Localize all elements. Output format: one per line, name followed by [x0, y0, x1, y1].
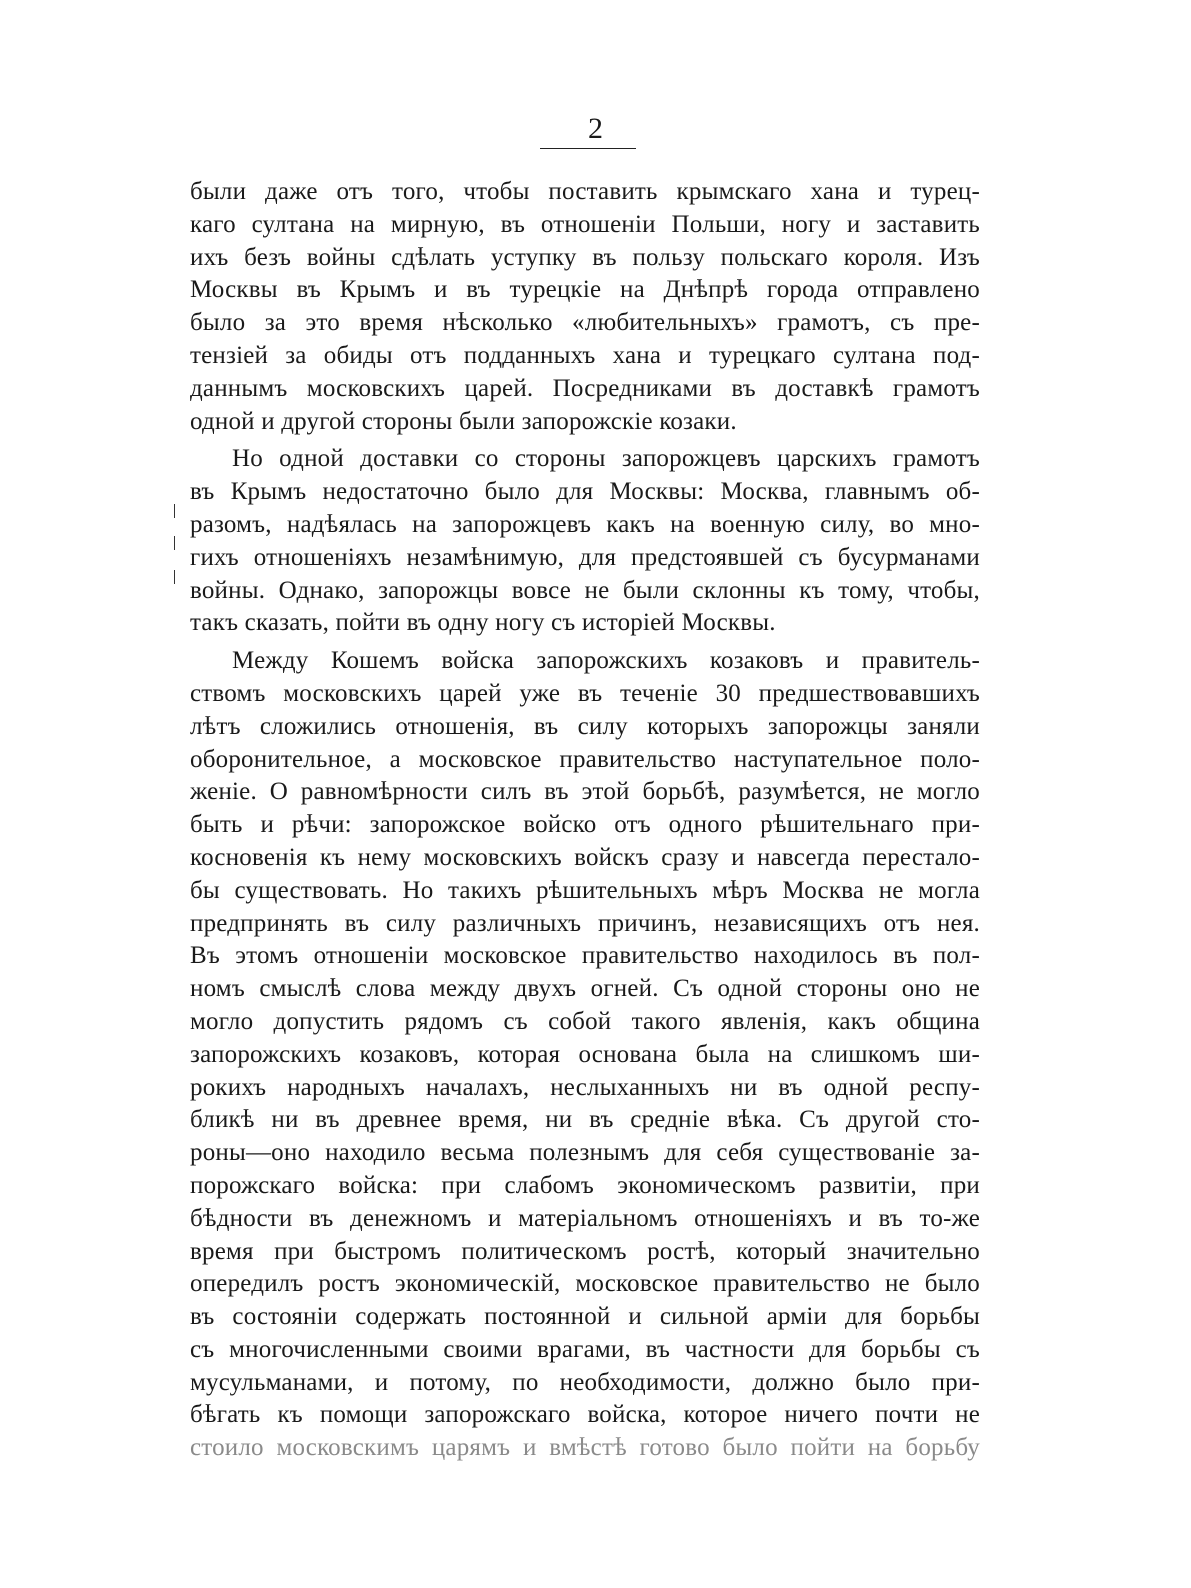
text-line: быть и рѣчи: запорожское войско отъ одного рѣшительнаго при- — [190, 811, 980, 839]
text-line: бы существовать. Но такихъ рѣшительныхъ мѣръ Москва не могла — [190, 876, 980, 904]
text-line: было за это время нѣсколько «любительныхъ» грамотъ, съ пре- — [190, 309, 980, 337]
margin-mark — [174, 570, 179, 584]
text-line: стоило московскимъ царямъ и вмѣстѣ готово было пойти на борьбу — [190, 1434, 980, 1462]
text-line: войны. Однако, запорожцы вовсе не были склонны къ тому, чтобы, — [190, 576, 980, 604]
text-line: женіе. О равномѣрности силъ въ этой борьбѣ, разумѣется, не могло — [190, 778, 980, 806]
text-line: Между Кошемъ войска запорожскихъ козаковъ и правитель- — [232, 647, 980, 675]
text-line: Но одной доставки со стороны запорожцевъ царскихъ грамотъ — [232, 445, 980, 473]
text-line: Въ этомъ отношеніи московское правительство находилось въ пол- — [190, 942, 980, 970]
text-line: запорожскихъ козаковъ, которая основана была на слишкомъ ши- — [190, 1040, 980, 1068]
page-number: 2 — [588, 112, 603, 145]
text-line: были даже отъ того, чтобы поставить крымскаго хана и турец- — [190, 178, 980, 205]
body-text — [190, 176, 980, 1465]
text-line: даннымъ московскихъ царей. Посредниками въ доставкѣ грамотъ — [190, 374, 980, 402]
text-line: разомъ, надѣялась на запорожцевъ какъ на военную силу, во мно- — [190, 510, 980, 538]
margin-mark — [174, 536, 179, 550]
text-line: въ состояніи содержать постоянной и сильной арміи для борьбы — [190, 1303, 980, 1331]
text-line: предпринять въ силу различныхъ причинъ, независящихъ отъ нея. — [190, 909, 980, 937]
text-line: ствомъ московскихъ царей уже въ теченіе 30 предшествовавшихъ — [190, 679, 980, 707]
text-line: такъ сказать, пойти въ одну ногу съ исторіей Москвы. — [190, 609, 776, 637]
text-line: съ многочисленными своими врагами, въ частности для борьбы съ — [190, 1335, 980, 1363]
text-line: рокихъ народныхъ началахъ, неслыханныхъ ни въ одной респу- — [190, 1073, 980, 1101]
text-line: бѣдности въ денежномъ и матеріальномъ отношеніяхъ и въ то-же — [190, 1204, 980, 1232]
text-line: оборонительное, а московское правительство наступательное поло- — [190, 745, 980, 773]
text-line: время при быстромъ политическомъ ростѣ, который значительно — [190, 1237, 980, 1265]
margin-mark — [174, 504, 179, 518]
text-line: косновенія къ нему московскихъ войскъ сразу и навсегда перестало- — [190, 843, 980, 871]
text-line: тензіей за обиды отъ подданныхъ хана и турецкаго султана под- — [190, 341, 980, 369]
text-line: роны—оно находило весьма полезнымъ для себя существованіе за- — [190, 1139, 980, 1167]
text-line: мусульманами, и потому, по необходимости, должно было при- — [190, 1368, 980, 1396]
text-line: ихъ безъ войны сдѣлать уступку въ пользу польскаго короля. Изъ — [190, 243, 980, 271]
text-line: опередилъ ростъ экономическій, московское правительство не было — [190, 1270, 980, 1298]
text-line: бликѣ ни въ древнее время, ни въ средніе вѣка. Съ другой сто- — [190, 1106, 980, 1134]
text-line: лѣтъ сложились отношенія, въ силу которыхъ запорожцы заняли — [190, 712, 980, 740]
text-line: въ Крымъ недостаточно было для Москвы: Москва, главнымъ об- — [190, 478, 980, 506]
header-rule — [540, 148, 636, 149]
text-line: Москвы въ Крымъ и въ турецкіе на Днѣпрѣ города отправлено — [190, 276, 980, 304]
text-line: бѣгать къ помощи запорожскаго войска, которое ничего почти не — [190, 1401, 980, 1429]
page-header — [0, 112, 1191, 146]
text-line: порожскаго войска: при слабомъ экономическомъ развитіи, при — [190, 1171, 980, 1199]
text-line: гихъ отношеніяхъ незамѣнимую, для предстоявшей съ бусурманами — [190, 543, 980, 571]
text-line: одной и другой стороны были запорожскіе козаки. — [190, 407, 737, 435]
text-line: каго султана на мирную, въ отношеніи Польши, ногу и заставить — [190, 210, 980, 238]
text-line: номъ смыслѣ слова между двухъ огней. Съ одной стороны оно не — [190, 975, 980, 1003]
text-line: могло допустить рядомъ съ собой такого явленія, какъ община — [190, 1007, 980, 1035]
